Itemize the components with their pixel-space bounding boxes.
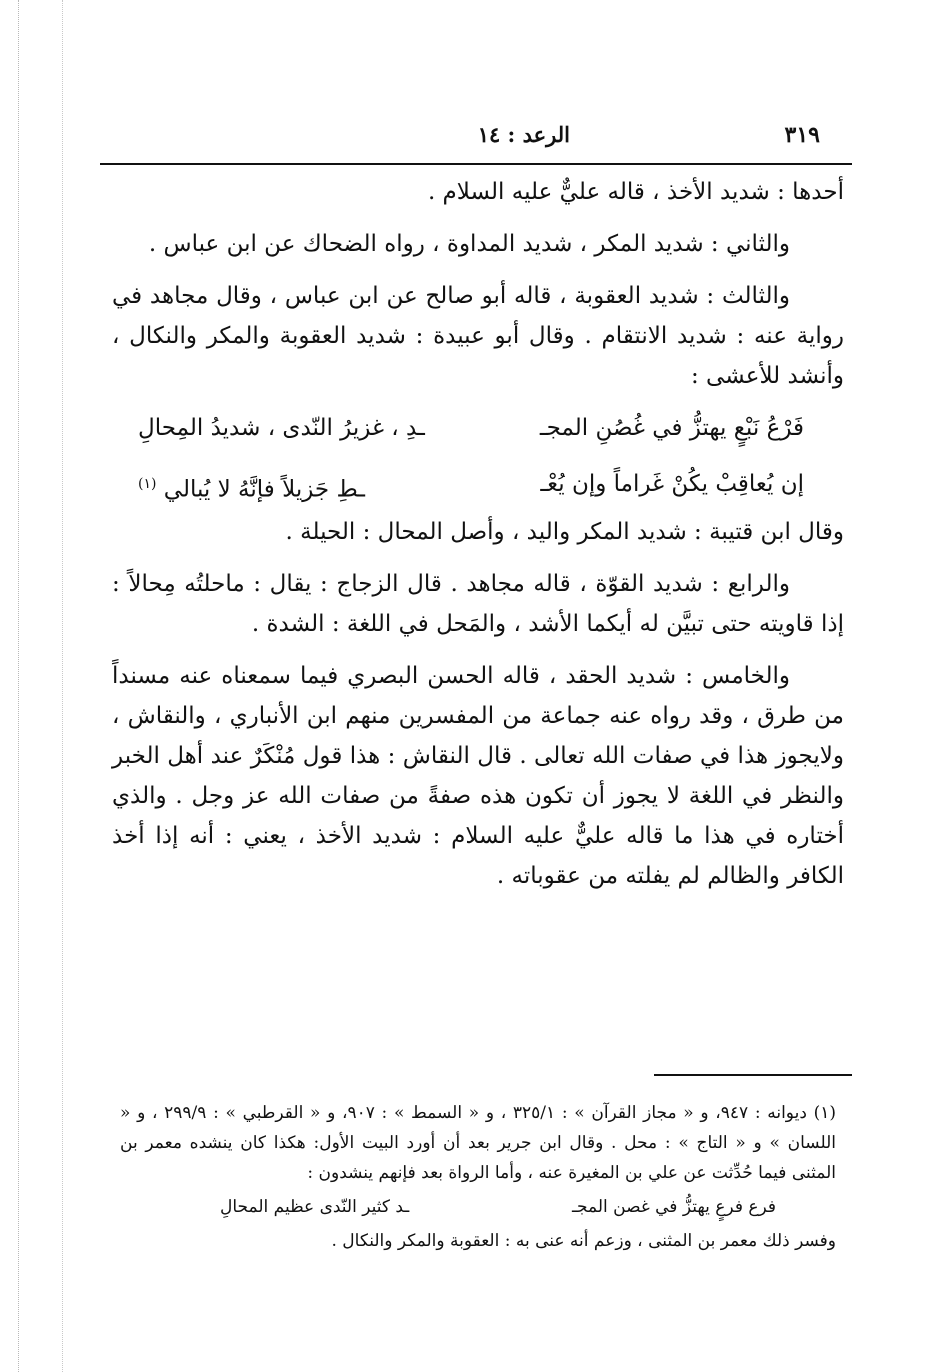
paragraph-first: أحدها : شديد الأخذ ، قاله عليٌّ عليه السلام . (427, 179, 844, 205)
footnote-closing-text: وفسر ذلك معمر بن المثنى ، وزعم أنه عنى به : العقوبة والمكر والنكال . (331, 1231, 836, 1251)
verse-1-first-hemistich: فَرْعُ نَبْعٍ يهتزُّ في غُصُنِ المجـ (539, 415, 804, 441)
paragraph-third: والثالث : شديد العقوبة ، قاله أبو صالح عن ابن عباس ، وقال مجاهد في رواية عنه : شديد الانتقام . وقال أبو عبيدة : شديد العقوبة والمكر والنكال ، وأنشد للأعشى : (112, 283, 844, 389)
poem-verse-2 (112, 460, 844, 508)
poem-verse-1 (112, 404, 844, 452)
running-head: الرعد : ١٤ (477, 122, 570, 147)
header-rule (100, 163, 852, 165)
footnote-reference: (١) (138, 476, 157, 492)
page-header (120, 118, 820, 158)
footnote-rule (654, 1074, 852, 1076)
verse-2-second-hemistich: ـطِ جَزيلاً فإنَّهُ لا يُبالي (163, 476, 366, 503)
footnotes (120, 1098, 836, 1256)
verse-1-second-hemistich: ـدِ ، غزيرُ النّدى ، شديدُ المِحالِ (138, 415, 425, 441)
paragraph-sixth: والخامس : شديد الحقد ، قاله الحسن البصري فيما سمعناه عنه مسنداً من طرق ، وقد رواه عنه جماعة من المفسرين منهم ابن الأنباري ، والنقاش ، ولايجوز هذا في صفات الله تعالى . قال النقاش : هذا قول مُنْكَرٌ عند أهل الخبر والنظر في اللغة لا يجوز أن تكون هذه صفةً من صفات الله عز وجل . والذي أختاره في هذا ما قاله عليٌّ عليه السلام : شديد الأخذ ، يعني : أنه إذا أخذ الكافر والظالم لم يفلته من عقوباته . (112, 663, 844, 889)
scan-margin-line-inner (62, 0, 63, 1372)
verse-2-first-hemistich: إن يُعاقِبْ يكُنْ غَراماً وإن يُعْـ (540, 471, 804, 497)
footnote-verse (120, 1188, 836, 1226)
paragraph-second: والثاني : شديد المكر ، شديد المداوة ، رواه الضحاك عن ابن عباس . (148, 231, 790, 257)
scan-margin-line (18, 0, 19, 1372)
footnote-verse-second-hemistich: ـد كثير النّدى عظيم المحالِ (220, 1197, 410, 1217)
paragraph-fourth: وقال ابن قتيبة : شديد المكر واليد ، وأصل المحال : الحيلة . (285, 519, 844, 545)
footnote-text: (١) ديوانه : ٩٤٧، و « مجاز القرآن » : ٣٢٥/١ ، و « السمط » : ٩٠٧، و « القرطبي » : ٢٩٩/٩ ، و « اللسان » و « التاج » : محل . وقال ابن جرير بعد أن أورد البيت الأول: هكذا كان ينشده معمر بن المثنى فيما حُدِّثت عن علي بن المغيرة عنه ، وأما الرواة بعد فإنهم ينشدون : (120, 1103, 836, 1183)
verse-2-second-hemistich-wrap (138, 460, 365, 508)
footnote-verse-first-hemistich: فرع فرعٍ يهتزُّ في غصن المجـ (572, 1197, 776, 1217)
main-text (112, 172, 844, 896)
page-number: ٣١٩ (784, 122, 820, 148)
paragraph-fifth: والرابع : شديد القوّة ، قاله مجاهد . قال الزجاج : يقال : ماحلتُه مِحالاً : إذا قاويته حتى تبيَّن له أيكما الأشد ، والمَحل في اللغة : الشدة . (112, 571, 844, 637)
